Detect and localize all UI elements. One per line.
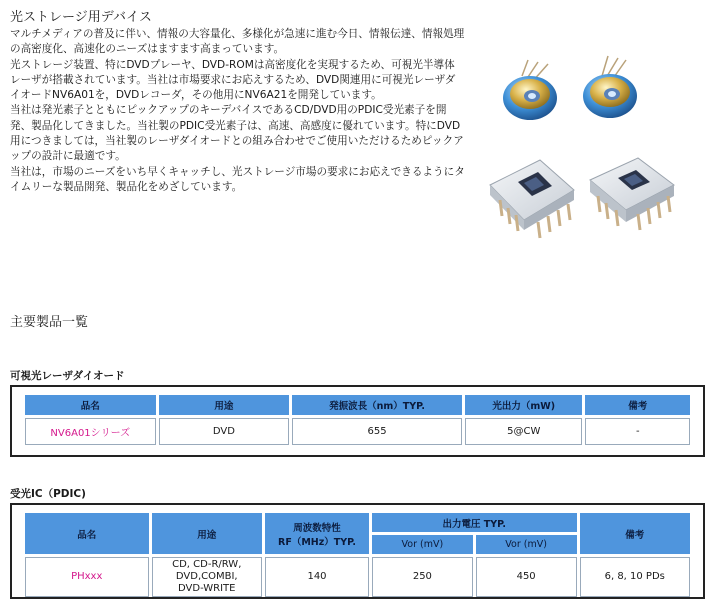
product-name-link[interactable]: PHxxx <box>25 557 149 597</box>
intro-text <box>10 27 465 195</box>
pdic-section-title: 受光IC（PDIC) <box>10 488 86 500</box>
intro-paragraph: 当社は，市場のニーズをいち早くキャッチし、光ストレージ市場の要求にお応えできるようにタイムリーな製品開発、製品化をめざしています。 <box>10 165 465 193</box>
col-header-name: 品名 <box>25 395 156 415</box>
intro-paragraph: 光ストレージ装置、特にDVDプレーヤ、DVD-ROMは高密度化を実現するため、可視光半導体レーザが搭載されています。当社は市場要求にお応えするため、DVD関連用に可視光レーザダイオードNV6A01を，DVDレコーダ，その他用にNV6A21を開発しています。 <box>10 58 456 102</box>
intro-paragraph: 当社は発光素子とともにピックアップのキーデバイスであるCD/DVD用のPDIC受光素子を開発、製品化してきました。当社製のPDIC受光素子は、高速、高感度に優れています。特にDVD用につきましては，当社製のレーザダイオードとの組み合わせでご使用いただけるためピックアップの設計に最適です。 <box>10 104 464 163</box>
col-header-voltage: 出力電圧 TYP. <box>372 513 577 532</box>
cell-note: 6, 8, 10 PDs <box>580 557 691 597</box>
col-header-wavelength: 発振波長（nm）TYP. <box>292 395 462 415</box>
col-header-use: 用途 <box>152 513 263 554</box>
pdic-chip-photo <box>590 158 674 230</box>
pdic-chip-photo <box>490 160 574 238</box>
cell-vor1: 250 <box>372 557 473 597</box>
laser-diode-photo <box>503 60 557 120</box>
cell-vor2: 450 <box>476 557 577 597</box>
cell-use <box>152 557 263 597</box>
table-header-row <box>25 395 690 415</box>
col-header-note: 備考 <box>580 513 691 554</box>
col-header-frequency <box>265 513 369 554</box>
laser-table-box <box>10 385 705 457</box>
freq-header-line: 周波数特性 <box>293 522 341 534</box>
pdic-table <box>22 510 693 600</box>
product-photos <box>478 50 703 250</box>
cell-output: 5@CW <box>465 418 583 445</box>
product-name-link[interactable]: NV6A01シリーズ <box>25 418 156 445</box>
col-header-note: 備考 <box>585 395 690 415</box>
laser-section-title: 可視光レーザダイオード <box>10 370 125 382</box>
page-heading: 光ストレージ用デバイス <box>10 10 152 25</box>
table-row <box>25 418 690 445</box>
cell-wavelength: 655 <box>292 418 462 445</box>
freq-header-line: RF（MHz）TYP. <box>278 536 356 548</box>
cell-note: - <box>585 418 690 445</box>
table-row <box>25 557 690 597</box>
product-list-title: 主要製品一覧 <box>10 315 89 330</box>
col-header-output: 光出力（mW) <box>465 395 583 415</box>
cell-frequency: 140 <box>265 557 369 597</box>
laser-diode-photo <box>583 56 637 118</box>
use-line: CD, CD-R/RW, <box>172 559 242 570</box>
laser-table <box>22 392 693 448</box>
table-header-row <box>25 513 690 532</box>
col-header-vor2: Vor (mV) <box>476 535 577 554</box>
col-header-vor1: Vor (mV) <box>372 535 473 554</box>
cell-use: DVD <box>159 418 290 445</box>
col-header-name: 品名 <box>25 513 149 554</box>
use-line: DVD-WRITE <box>178 583 236 594</box>
intro-paragraph: マルチメディアの普及に伴い、情報の大容量化、多様化が急速に進む今日、情報伝達、情報処理の高密度化、高速化のニーズはますます高まっています。 <box>10 28 465 56</box>
use-line: DVD,COMBI, <box>175 571 238 582</box>
product-photo-illustration <box>478 50 703 250</box>
pdic-table-box <box>10 503 705 599</box>
col-header-use: 用途 <box>159 395 290 415</box>
